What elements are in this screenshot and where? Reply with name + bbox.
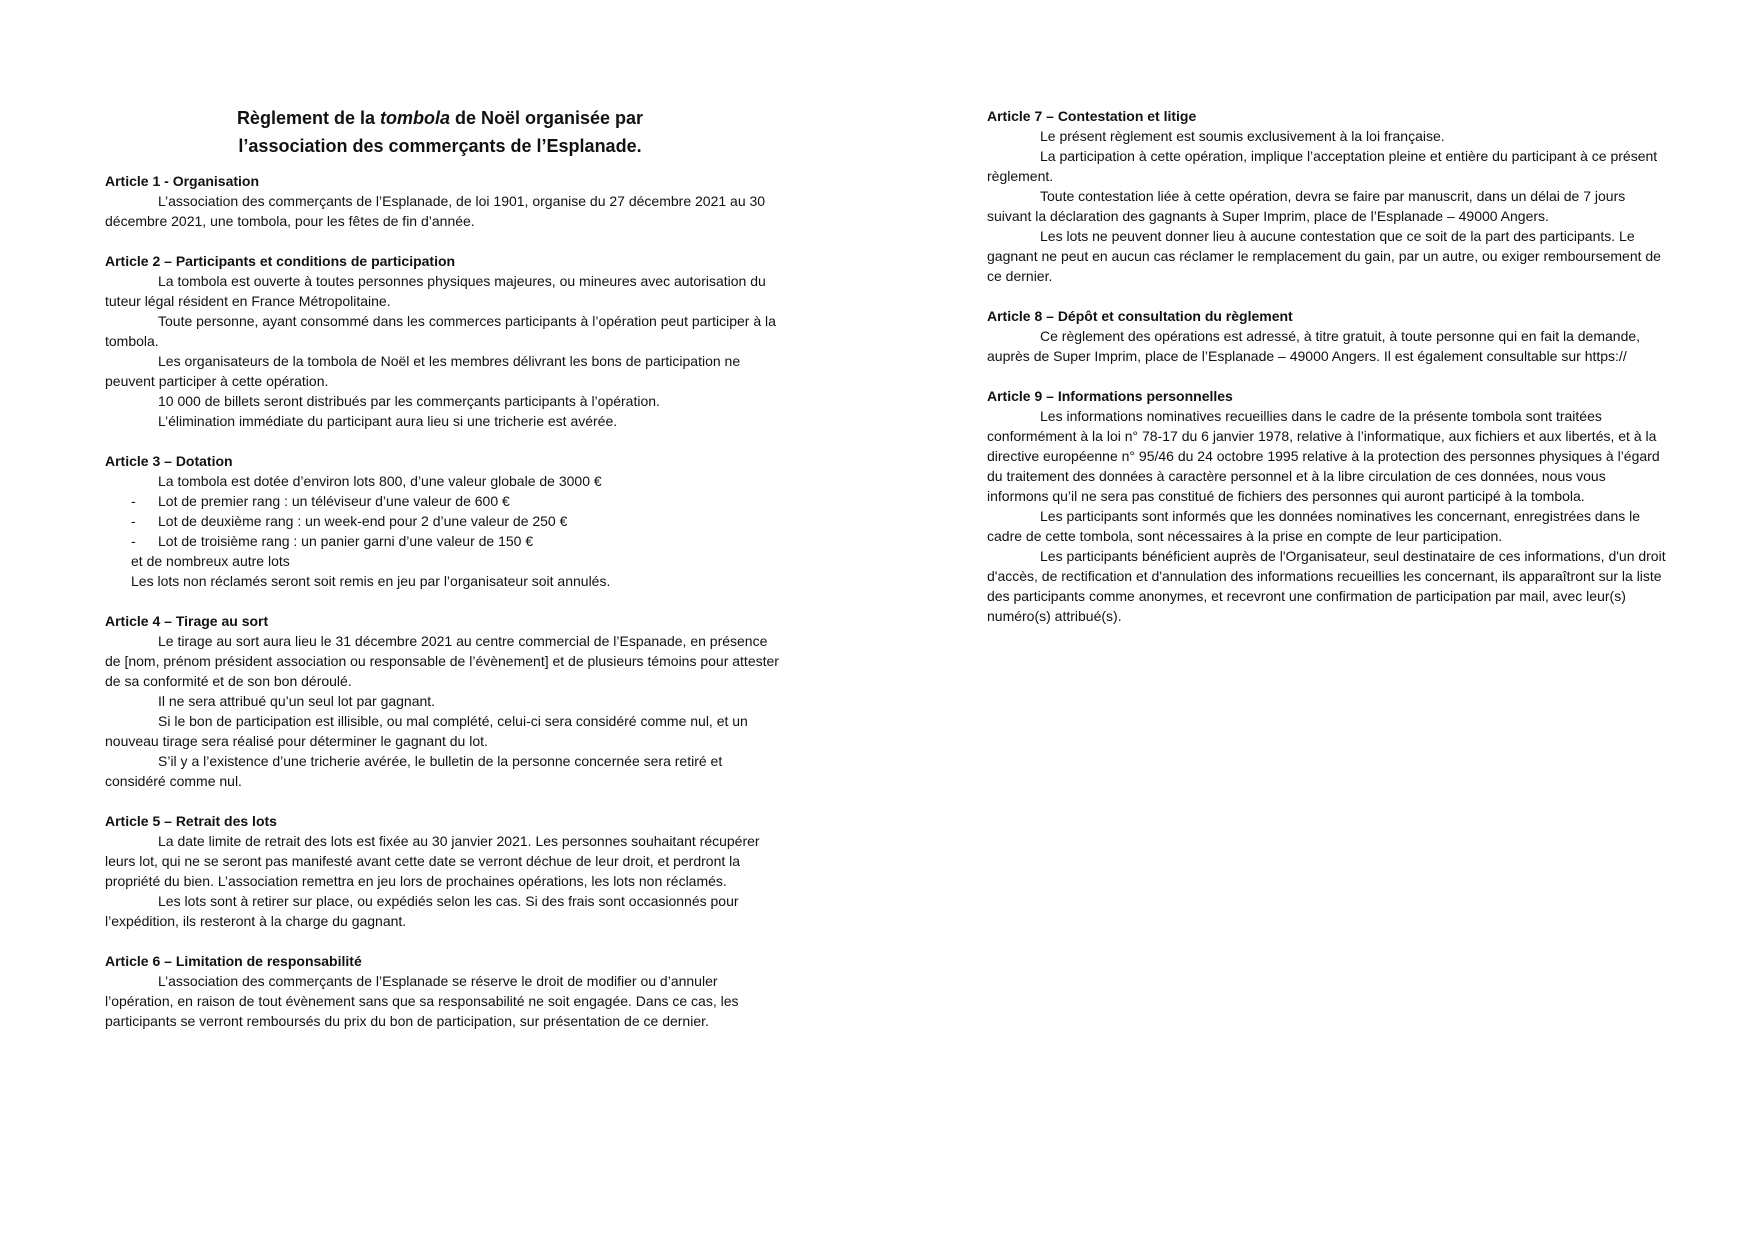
article-1-title: Article 1 - Organisation [105, 173, 260, 189]
article-8 [987, 306, 1667, 366]
article-6-paragraph: L’association des commerçants de l’Esplanade se réserve le droit de modifier ou d’annuler l’opération, en raison de tout évènement sans que sa responsabilité ne soit engagée. Dans ce cas, les participants se verront remboursés du prix du bon de participation, sur présentation de ce dernier. [105, 973, 739, 1029]
document-title [105, 104, 775, 160]
article-5-title: Article 5 – Retrait des lots [105, 813, 277, 829]
article-4 [105, 611, 785, 791]
prize-text: Lot de deuxième rang : un week-end pour 2 d’une valeur de 250 € [158, 513, 568, 529]
article-3-title: Article 3 – Dotation [105, 453, 233, 469]
prize-list-item [105, 531, 785, 551]
article-4-paragraph: Il ne sera attribué qu’un seul lot par gagnant. [158, 693, 436, 709]
article-4-title: Article 4 – Tirage au sort [105, 613, 269, 629]
article-3-after-list: Les lots non réclamés seront soit remis en jeu par l’organisateur soit annulés. [131, 573, 611, 589]
article-2-paragraph: 10 000 de billets seront distribués par les commerçants participants à l’opération. [158, 393, 660, 409]
article-2-paragraph: La tombola est ouverte à toutes personnes physiques majeures, ou mineures avec autorisation du tuteur légal résident en France Métropolitaine. [105, 273, 766, 309]
article-9-paragraph: Les participants bénéficient auprès de l'Organisateur, seul destinataire de ces informations, d'un droit d'accès, de rectification et d'annulation des informations recueillies les concernant, ils apparaîtront sur la liste des participants comme anonymes, et recevront une confirmation de participation par mail, avec leur(s) numéro(s) attribué(s). [987, 548, 1666, 624]
prize-text: Lot de troisième rang : un panier garni d’une valeur de 150 € [158, 533, 534, 549]
title-part-1: Règlement de la [236, 108, 380, 128]
title-line-1 [105, 104, 775, 132]
prize-list-item [105, 511, 785, 531]
article-4-paragraph: Si le bon de participation est illisible, ou mal complété, celui-ci sera considéré comme nul, et un nouveau tirage sera réalisé pour déterminer le gagnant du lot. [105, 713, 748, 749]
prize-list-item [105, 491, 785, 511]
article-3-intro: La tombola est dotée d’environ lots 800, d’une valeur globale de 3000 € [158, 473, 602, 489]
article-1 [105, 171, 785, 231]
article-2-title: Article 2 – Participants et conditions de participation [105, 253, 456, 269]
article-5-paragraph: Les lots sont à retirer sur place, ou expédiés selon les cas. Si des frais sont occasionnés pour l’expédition, ils resteront à la charge du gagnant. [105, 893, 739, 929]
article-3 [105, 451, 785, 591]
article-4-paragraph: S’il y a l’existence d’une tricherie avérée, le bulletin de la personne concernée sera retiré et considéré comme nul. [105, 753, 723, 789]
article-6 [105, 951, 785, 1031]
article-2-paragraph: Les organisateurs de la tombola de Noël et les membres délivrant les bons de participation ne peuvent participer à cette opération. [105, 353, 741, 389]
article-8-paragraph: Ce règlement des opérations est adressé, à titre gratuit, à toute personne qui en fait la demande, auprès de Super Imprim, place de l’Esplanade – 49000 Angers. Il est également consultable sur https:// [987, 328, 1641, 364]
article-7-paragraph: Toute contestation liée à cette opération, devra se faire par manuscrit, dans un délai de 7 jours suivant la déclaration des gagnants à Super Imprim, place de l’Esplanade – 49000 Angers. [987, 188, 1626, 224]
article-9-paragraph: Les participants sont informés que les données nominatives les concernant, enregistrées dans le cadre de cette tombola, sont nécessaires à la prise en compte de leur participation. [987, 508, 1641, 544]
article-7 [987, 106, 1667, 286]
title-italic-word: tombola [379, 108, 450, 128]
article-7-title: Article 7 – Contestation et litige [987, 108, 1197, 124]
article-5-paragraph: La date limite de retrait des lots est fixée au 30 janvier 2021. Les personnes souhaitant récupérer leurs lot, qui ne se seront pas manifesté avant cette date se verront déchue de leur droit, et perdront la propriété du bien. L’association remettra en jeu lors de prochaines opérations, les lots non réclamés. [105, 833, 760, 889]
prize-list [105, 491, 785, 551]
dash-bullet-icon: - [131, 513, 136, 529]
title-line-2: l’association des commerçants de l’Esplanade. [238, 136, 642, 156]
article-4-paragraph: Le tirage au sort aura lieu le 31 décembre 2021 au centre commercial de l’Espanade, en présence de [nom, prénom président association ou responsable de l’évènement] et de plusieurs témoins pour attester de sa conformité et de son bon déroulé. [105, 633, 779, 689]
right-column [987, 106, 1667, 646]
prize-text: Lot de premier rang : un téléviseur d’une valeur de 600 € [158, 493, 510, 509]
article-2-paragraph: Toute personne, ayant consommé dans les commerces participants à l’opération peut participer à la tombola. [105, 313, 776, 349]
article-6-title: Article 6 – Limitation de responsabilité [105, 953, 362, 969]
dash-bullet-icon: - [131, 493, 136, 509]
article-2-paragraph: L’élimination immédiate du participant aura lieu si une tricherie est avérée. [158, 413, 618, 429]
dash-bullet-icon: - [131, 533, 136, 549]
title-part-3: de Noël organisée par [449, 108, 644, 128]
article-7-paragraph: La participation à cette opération, implique l’acceptation pleine et entière du participant à ce présent règlement. [987, 148, 1658, 184]
article-9 [987, 386, 1667, 626]
left-column [105, 104, 785, 1051]
article-9-paragraph: Les informations nominatives recueillies dans le cadre de la présente tombola sont traitées conformément à la loi n° 78-17 du 6 janvier 1978, relative à l’informatique, aux fichiers et aux libertés, et à la directive européenne n° 95/46 du 24 octobre 1995 relative à la protection des personnes physiques à l’égard du traitement des données à caractère personnel et à la libre circulation de ces données, nous vous informons qu’il ne sera pas constitué de fichiers des personnes qui auront participé à la tombola. [987, 408, 1660, 504]
article-3-after-list: et de nombreux autre lots [131, 553, 290, 569]
article-7-paragraph: Le présent règlement est soumis exclusivement à la loi française. [1040, 128, 1445, 144]
article-8-title: Article 8 – Dépôt et consultation du règlement [987, 308, 1293, 324]
article-5 [105, 811, 785, 931]
article-9-title: Article 9 – Informations personnelles [987, 388, 1233, 404]
article-7-paragraph: Les lots ne peuvent donner lieu à aucune contestation que ce soit de la part des participants. Le gagnant ne peut en aucun cas réclamer le remplacement du gain, par un autre, ou exiger remboursement de ce dernier. [987, 228, 1661, 284]
article-2 [105, 251, 785, 431]
article-1-paragraph: L’association des commerçants de l’Esplanade, de loi 1901, organise du 27 décembre 2021 au 30 décembre 2021, une tombola, pour les fêtes de fin d’année. [105, 193, 766, 229]
